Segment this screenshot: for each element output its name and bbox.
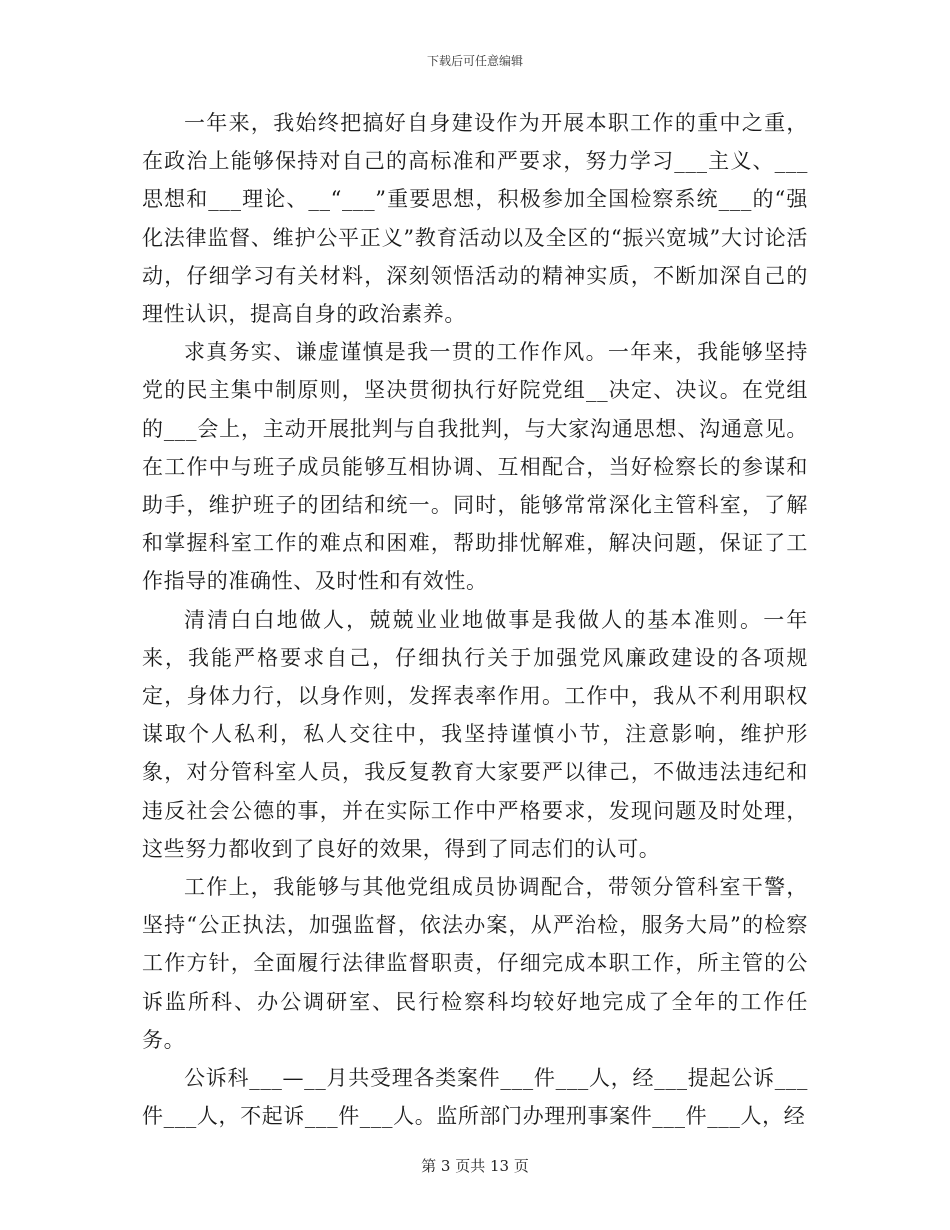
paragraph-work-style: 求真务实、谦虚谨慎是我一贯的工作作风。一年来，我能够坚持党的民主集中制原则，坚决贯彻执行好院党组__决定、决议。在党组的___会上，主动开展批判与自我批判，与大家沟通思想、沟通意见。在工作中与班子成员能够互相协调、互相配合，当好检察长的参谋和助手，维护班子的团结和统一。同时，能够常常深化主管科室，了解和掌握科室工作的难点和困难，帮助排忧解难，解决问题，保证了工作指导的准确性、及时性和有效性。 [142, 340, 808, 594]
page-header: 下载后可任意编辑 [426, 54, 523, 68]
paragraph-political-study: 一年来，我始终把搞好自身建设作为开展本职工作的重中之重，在政治上能够保持对自己的高标准和严要求，努力学习___主义、___思想和___理论、__“___”重要思想，积极参加全国检察系统___的“强化法律监督、维护公平正义”教育活动以及全区的“振兴宽城”大讨论活动，仔细学习有关材料，深刻领悟活动的精神实质，不断加深自己的理性认识，提高自身的政治素养。 [142, 111, 808, 327]
paragraph-work-duties: 工作上，我能够与其他党组成员协调配合，带领分管科室干警，坚持“公正执法，加强监督，依法办案，从严治检，服务大局”的检察工作方针，全面履行法律监督职责，仔细完成本职工作，所主管的公诉监所科、办公调研室、民行检察科均较好地完成了全年的工作任务。 [142, 875, 808, 1052]
paragraph-integrity: 清清白白地做人，兢兢业业地做事是我做人的基本准则。一年来，我能严格要求自己，仔细执行关于加强党风廉政建设的各项规定，身体力行，以身作则，发挥表率作用。工作中，我从不利用职权谋取个人私利，私人交往中，我坚持谨慎小节，注意影响，维护形象，对分管科室人员，我反复教育大家要严以律己，不做违法违纪和违反社会公德的事，并在实际工作中严格要求，发现问题及时处理，这些努力都收到了良好的效果，得到了同志们的认可。 [142, 607, 808, 861]
page-number-footer: 第 3 页共 13 页 [421, 1157, 529, 1175]
paragraph-case-statistics: 公诉科___—__月共受理各类案件___件___人，经___提起公诉___件___人，不起诉___件___人。监所部门办理刑事案件___件___人，经 [142, 1066, 808, 1129]
document-body [142, 104, 808, 1135]
